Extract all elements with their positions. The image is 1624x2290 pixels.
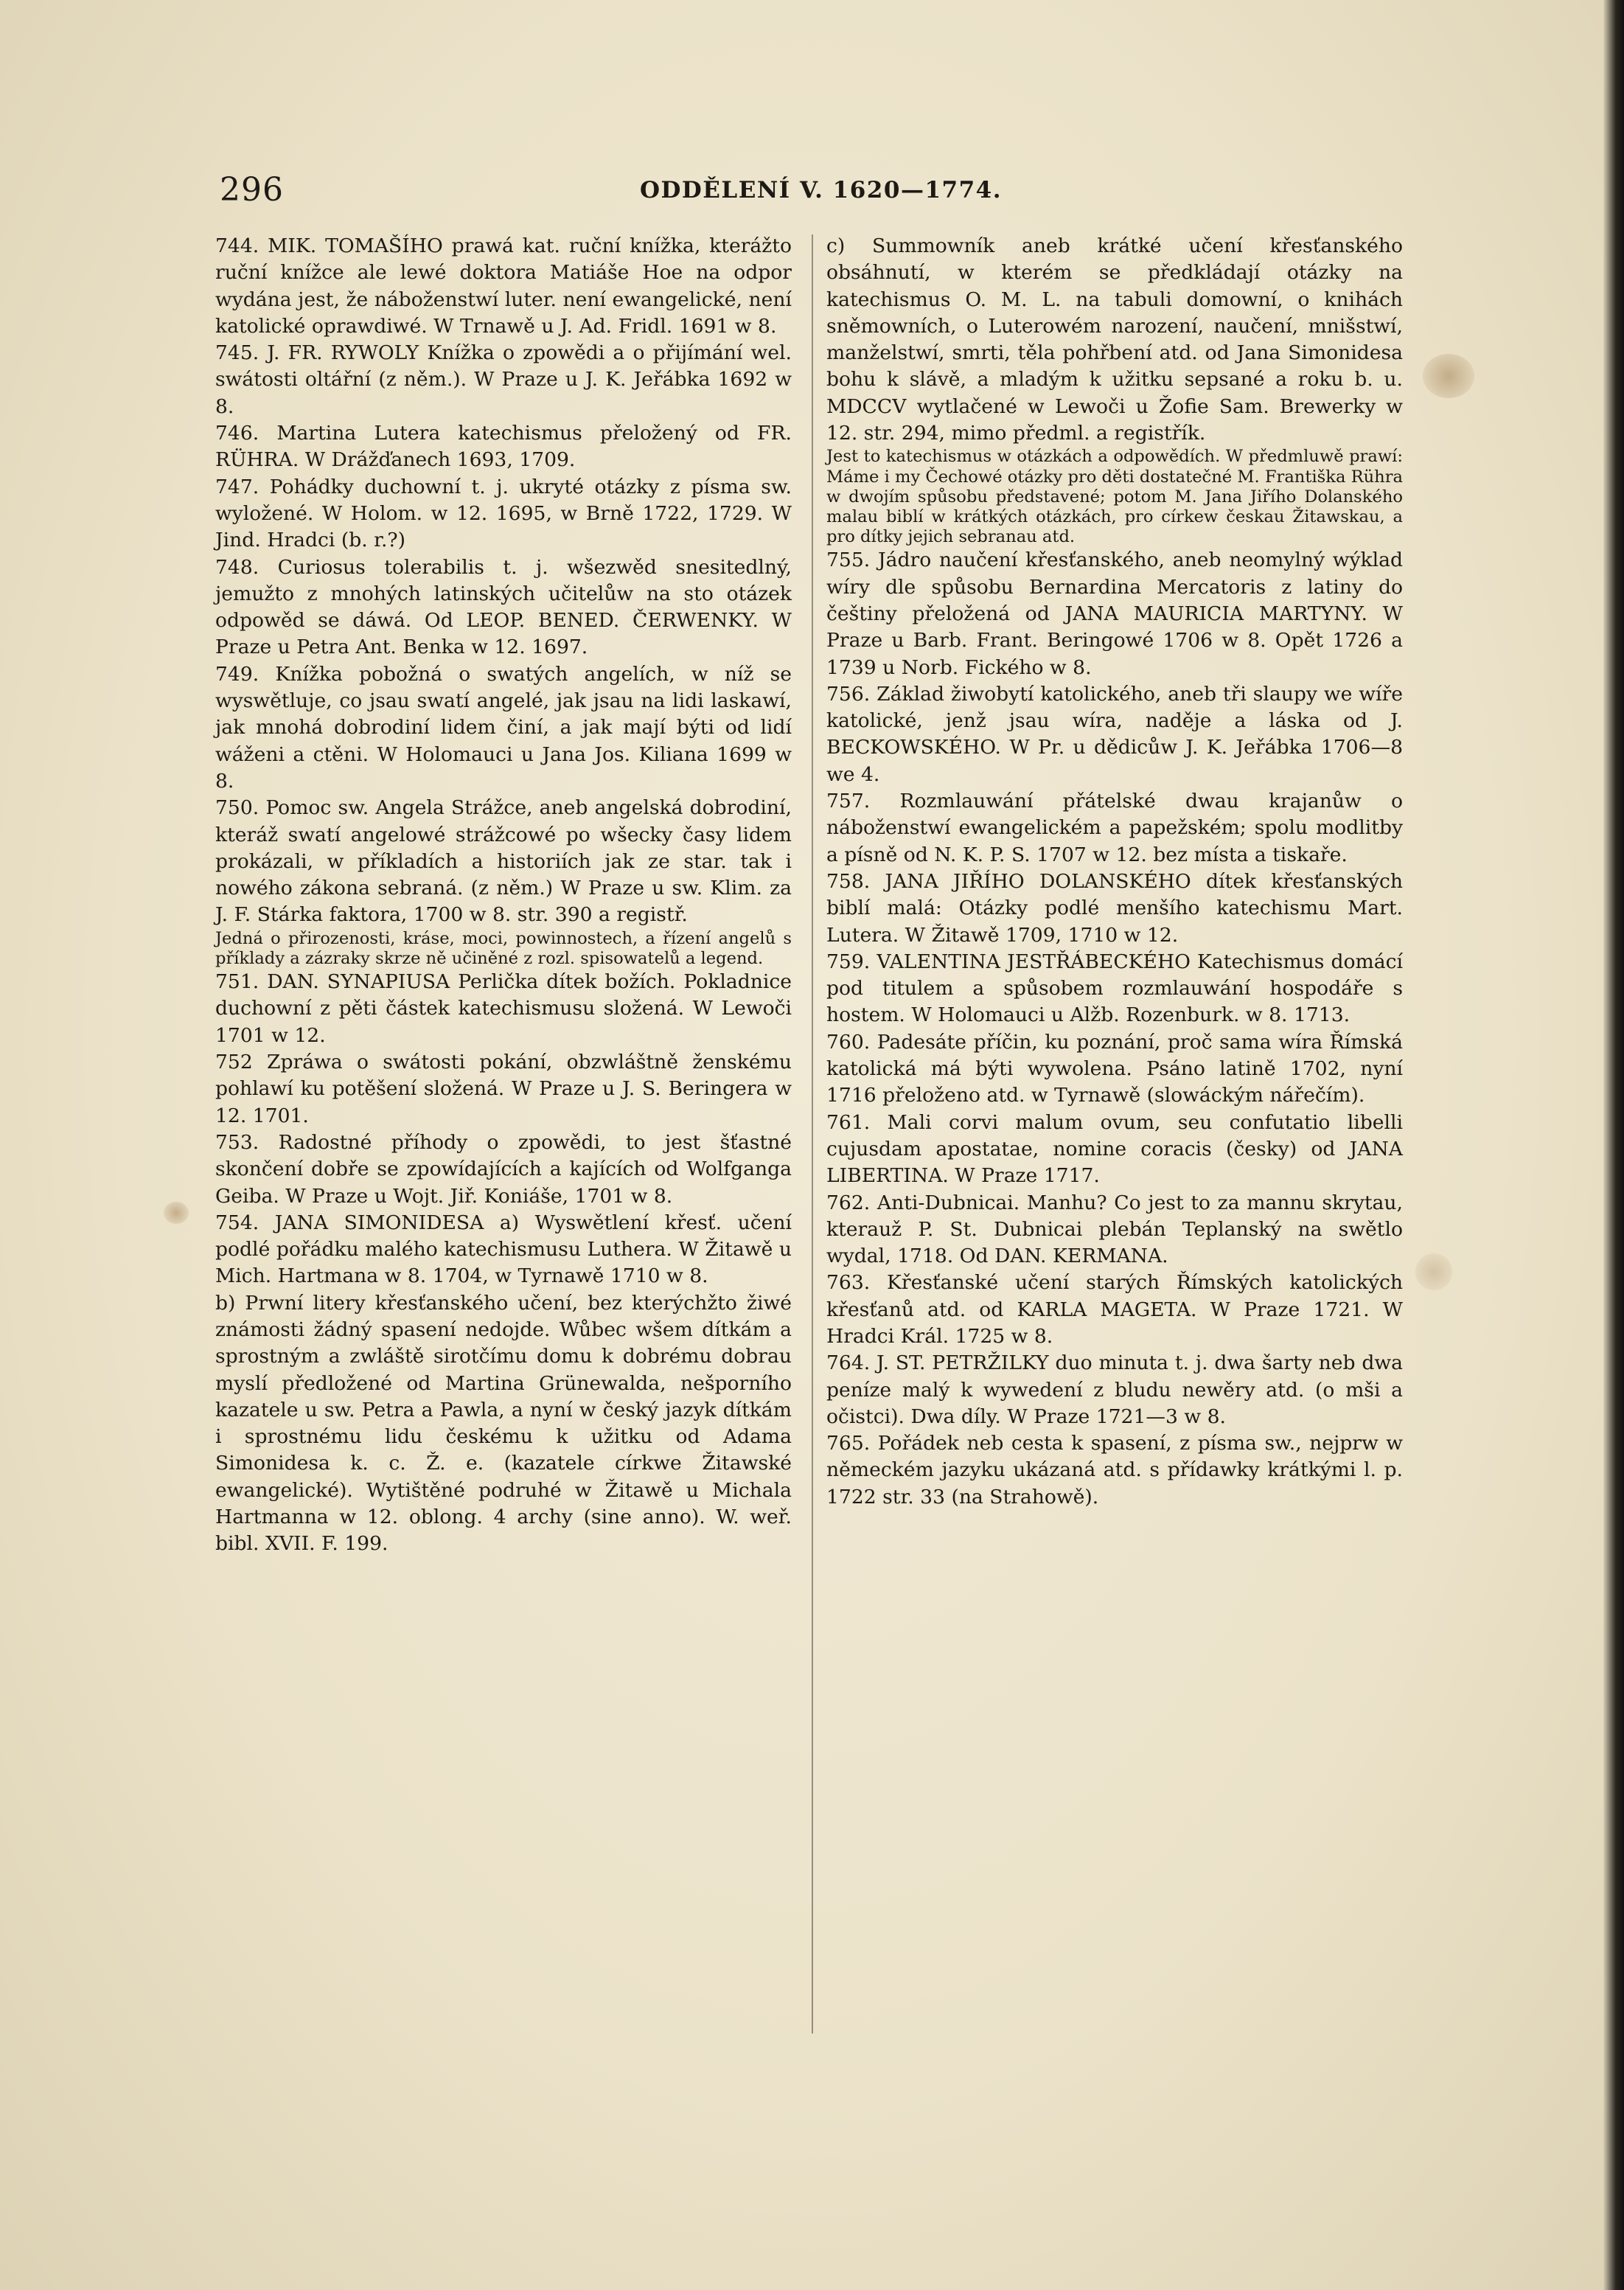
entry-760: 760. Padesáte příčin, ku poznání, proč sama wíra Římská katolická má býti wywolena. Psáno latině 1702, nyní 1716 přeloženo atd. w Tyrnawě (slowáckým nářečím). bbox=[826, 1030, 1403, 1107]
foxing-stain bbox=[1423, 354, 1474, 398]
right-column bbox=[826, 233, 1403, 1511]
note-750: Jedná o přirozenosti, kráse, moci, powinnostech, a řízení angelů s příklady a zázraky skrze ně učiněné z rozl. spisowatelů a legend. bbox=[215, 928, 792, 968]
foxing-stain bbox=[1415, 1253, 1452, 1290]
entry-754c: c) Summowník aneb krátké učení křesťanského obsáhnutí, w kterém se předkládají otázky na katechismus O. M. L. na tabuli domowní, o knihách sněmowních, o Luterowém narození, naučení, mnišstwí, manželstwí, smrti, těla pohřbení atd. od Jana Simonidesa bohu k slávě, a mladým k užitku sepsané a roku b. u. MDCCV wytlačené w Lewoči u Žofie Sam. Brewerky w 12. str. 294, mimo předml. a registřík. bbox=[826, 234, 1403, 445]
page-number: 296 bbox=[220, 171, 284, 209]
entry-746: 746. Martina Lutera katechismus přeložený od FR. RÜHRA. W Drážďanech 1693, 1709. bbox=[215, 422, 792, 472]
entry-744: 744. MIK. TOMAŠÍHO prawá kat. ruční knížka, kterážto ruční knížce ale lewé doktora Matiáše Hoe na odpor wydána jest, že náboženstwí luter. není ewangelické, není katolické oprawdiwé. W Trnawě u J. Ad. Fridl. 1691 w 8. bbox=[215, 234, 792, 338]
foxing-stain bbox=[164, 1202, 189, 1224]
entry-764: 764. J. ST. PETRŽILKY duo minuta t. j. dwa šarty neb dwa peníze malý k wywedení z bludu newěry atd. (o mši a očistci). Dwa díly. W Praze 1721—3 w 8. bbox=[826, 1351, 1403, 1428]
entry-757: 757. Rozmlauwání přátelské dwau krajanůw o náboženstwí ewangelickém a papežském; spolu modlitby a písně od N. K. P. S. 1707 w 12. bez místa a tiskaře. bbox=[826, 790, 1403, 866]
entry-754b: b) Prwní litery křesťanského učení, bez kterýchžto žiwé známosti žádný spasení nedojde. Wůbec wšem dítkám a sprostným a zwláště sirotčímu domu k dobrému dobrau myslí předložené od Martina Grünewalda, nešporního kazatele u sw. Petra a Pawla, a nyní w český jazyk dítkám i sprostnému lidu českému k užitku od Adama Simonidesa k. c. Ž. e. (kazatele církwe Žitawské ewangelické). Wytištěné podruhé w Žitawě u Michala Hartmanna w 12. oblong. 4 archy (sine anno). W. weř. bibl. XVII. F. 199. bbox=[215, 1291, 792, 1556]
entry-762: 762. Anti-Dubnicai. Manhu? Co jest to za mannu skrytau, kterauž P. St. Dubnicai plebán Teplanský na swětlo wydal, 1718. Od DAN. KERMANA. bbox=[826, 1191, 1403, 1268]
entry-750: 750. Pomoc sw. Angela Strážce, aneb angelská dobrodiní, kteráž swatí angelowé strážcowé po wšecky časy lidem prokázali, w příkladích a historiích jak ze star. tak i nowého zákona sebraná. (z něm.) W Praze u sw. Klim. za J. F. Stárka faktora, 1700 w 8. str. 390 a registř. bbox=[215, 796, 792, 927]
entry-748: 748. Curiosus tolerabilis t. j. wšezwěd snesitedlný, jemužto z mnohých latinských učitelůw na sto otázek odpowěd se dáwá. Od LEOP. BENED. ČERWENKY. W Praze u Petra Ant. Benka w 12. 1697. bbox=[215, 555, 792, 659]
entry-751: 751. DAN. SYNAPIUSA Perlička dítek božích. Pokladnice duchowní z pěti částek katechismusu složená. W Lewoči 1701 w 12. bbox=[215, 970, 792, 1047]
entry-761: 761. Mali corvi malum ovum, seu confutatio libelli cujusdam apostatae, nomine coracis (česky) od JANA LIBERTINA. W Praze 1717. bbox=[826, 1110, 1403, 1188]
entry-749: 749. Knížka pobožná o swatých angelích, w níž se wyswětluje, co jsau swatí angelé, jak jsau na lidi laskawí, jak mnohá dobrodiní lidem činí, a jak mají býti od lidí wáženi a ctěni. W Holomauci u Jana Jos. Kiliana 1699 w 8. bbox=[215, 662, 792, 793]
left-column bbox=[215, 233, 792, 1558]
entry-756: 756. Základ žiwobytí katolického, aneb tři slaupy we wíře katolické, jenž jsau wíra, naděje a láska od J. BECKOWSKÉHO. W Pr. u dědicůw J. K. Jeřábka 1706—8 we 4. bbox=[826, 682, 1403, 786]
entry-765: 765. Pořádek neb cesta k spasení, z písma sw., nejprw w německém jazyku ukázaná atd. s přídawky krátkými l. p. 1722 str. 33 (na Strahowě). bbox=[826, 1432, 1403, 1508]
page-header bbox=[220, 171, 1414, 215]
note-754c: Jest to katechismus w otázkách a odpowědích. W předmluwě prawí: Máme i my Čechowé otázky pro děti dostatečné M. Františka Rühra w dwojím spůsobu představené; potom M. Jana Jiřího Dolanského malau biblí w krátkých otázkách, pro církew českau Žitawskau, a pro dítky jejich sebranau atd. bbox=[826, 447, 1403, 547]
entry-752: 752 Zpráwa o swátosti pokání, obzwláštně ženskému pohlawí ku potěšení složená. W Praze u J. S. Beringera w 12. 1701. bbox=[215, 1051, 792, 1127]
running-title: ODDĚLENÍ V. 1620—1774. bbox=[640, 177, 1003, 203]
entry-763: 763. Křesťanské učení starých Římských katolických křesťanů atd. od KARLA MAGETA. W Praze 1721. W Hradci Král. 1725 w 8. bbox=[826, 1271, 1403, 1348]
entry-755: 755. Jádro naučení křesťanského, aneb neomylný wýklad wíry dle spůsobu Bernardina Mercatoris z latiny do češtiny přeložená od JANA MAURICIA MARTYNY. W Praze u Barb. Frant. Beringowé 1706 w 8. Opět 1726 a 1739 u Norb. Fického w 8. bbox=[826, 549, 1403, 679]
entry-753: 753. Radostné příhody o zpowědi, to jest šťastné skončení dobře se zpowídajících a kajících od Wolfganga Geiba. W Praze u Wojt. Jiř. Koniáše, 1701 w 8. bbox=[215, 1130, 792, 1208]
entry-759: 759. VALENTINA JESTŘÁBECKÉHO Katechismus domácí pod titulem a spůsobem rozmlauwání hospodáře s hostem. W Holomauci u Alžb. Rozenburk. w 8. 1713. bbox=[826, 950, 1403, 1027]
entry-758: 758. JANA JIŘÍHO DOLANSKÉHO dítek křesťanských biblí malá: Otázky podlé menšího katechismu Mart. Lutera. W Žitawě 1709, 1710 w 12. bbox=[826, 869, 1403, 947]
page-edge-shadow bbox=[1603, 0, 1624, 2290]
column-divider bbox=[812, 234, 813, 2033]
entry-745: 745. J. FR. RYWOLY Knížka o zpowědi a o přijímání wel. swátosti oltářní (z něm.). W Praze u J. K. Jeřábka 1692 w 8. bbox=[215, 341, 792, 418]
entry-754a: 754. JANA SIMONIDESA a) Wyswětlení křesť. učení podlé pořádku malého katechismusu Luthera. W Žitawě u Mich. Hartmana w 8. 1704, w Tyrnawě 1710 w 8. bbox=[215, 1211, 792, 1288]
entry-747: 747. Pohádky duchowní t. j. ukryté otázky z písma sw. wyložené. W Holom. w 12. 1695, w Brně 1722, 1729. W Jind. Hradci (b. r.?) bbox=[215, 475, 792, 552]
